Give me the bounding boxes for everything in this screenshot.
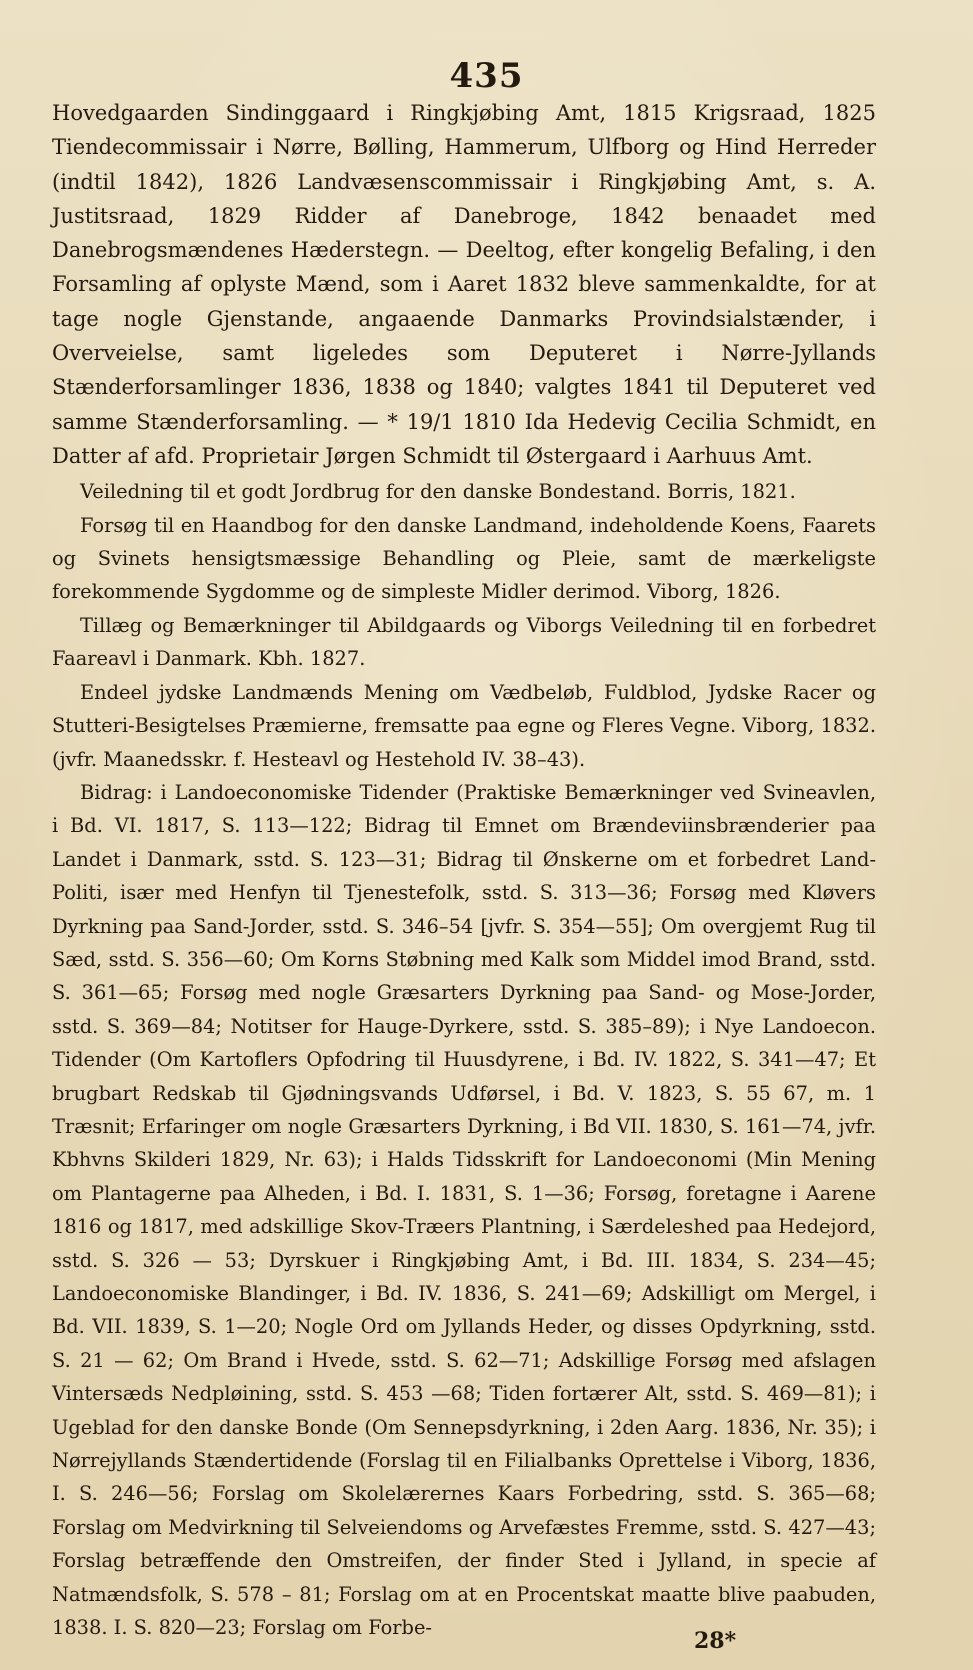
page-body xyxy=(52,96,876,1644)
bibliography-entry: Forsøg til en Haandbog for den danske Landmand, indeholdende Koens, Faarets og Svinets hensigtsmæssige Behandling og Pleie, samt de mærkeligste forekommende Sygdomme og de simpleste Midler derimod. Viborg, 1826. xyxy=(52,513,876,604)
page-number: 435 xyxy=(449,56,524,96)
catchword: 28* xyxy=(694,1628,737,1654)
bibliography-entry: Endeel jydske Landmænds Mening om Vædbeløb, Fuldblod, Jydske Racer og Stutteri-Besigtelses Præmierne, fremsatte paa egne og Fleres Vegne. Viborg, 1832. (jvfr. Maanedsskr. f. Hesteavl og Hestehold IV. 38–43). xyxy=(52,680,876,771)
biography-paragraph: Hovedgaarden Sindinggaard i Ringkjøbing Amt, 1815 Krigsraad, 1825 Tiendecommissair i Nørre, Bølling, Hammerum, Ulfborg og Hind Herreder (indtil 1842), 1826 Landvæsenscommissair i Ringkjøbing Amt, s. A. Justitsraad, 1829 Ridder af Danebroge, 1842 benaadet med Danebrogsmændenes Hæderstegn. — Deeltog, efter kongelig Befaling, i den Forsamling af oplyste Mænd, som i Aaret 1832 bleve sammenkaldte, for at tage nogle Gjenstande, angaaende Danmarks Provindsialstænder, i Overveielse, samt ligeledes som Deputeret i Nørre-Jyllands Stænderforsamlinger 1836, 1838 og 1840; valgtes 1841 til Deputeret ved samme Stænderforsamling. — * 19/1 1810 Ida Hedevig Cecilia Schmidt, en Datter af afd. Proprietair Jørgen Schmidt til Østergaard i Aarhuus Amt. xyxy=(52,101,876,468)
bibliography-entry: Bidrag: i Landoeconomiske Tidender (Praktiske Bemærkninger ved Svineavlen, i Bd. VI. 1817, S. 113—122; Bidrag til Emnet om Brændeviinsbrænderier paa Landet i Danmark, sstd. S. 123—31; Bidrag til Ønskerne om et forbedret Land-Politi, især med Henfyn til Tjenestefolk, sstd. S. 313—36; Forsøg med Kløvers Dyrkning paa Sand-Jorder, sstd. S. 346–54 [jvfr. S. 354—55]; Om overgjemt Rug til Sæd, sstd. S. 356—60; Om Korns Støbning med Kalk som Middel imod Brand, sstd. S. 361—65; Forsøg med nogle Græsarters Dyrkning paa Sand- og Mose-Jorder, sstd. S. 369—84; Notitser for Hauge-Dyrkere, sstd. S. 385–89); i Nye Landoecon. Tidender (Om Kartoflers Opfodring til Huusdyrene, i Bd. IV. 1822, S. 341—47; Et brugbart Redskab til Gjødningsvands Udførsel, i Bd. V. 1823, S. 55 67, m. 1 Træsnit; Erfaringer om nogle Græsarters Dyrkning, i Bd VII. 1830, S. 161—74, jvfr. Kbhvns Skilderi 1829, Nr. 63); i Halds Tidsskrift for Landoeconomi (Min Mening om Plantagerne paa Alheden, i Bd. I. 1831, S. 1—36; Forsøg, foretagne i Aarene 1816 og 1817, med adskillige Skov-Træers Plantning, i Særdeleshed paa Hedejord, sstd. S. 326 — 53; Dyrskuer i Ringkjøbing Amt, i Bd. III. 1834, S. 234—45; Landoeconomiske Blandinger, i Bd. IV. 1836, S. 241—69; Adskilligt om Mergel, i Bd. VII. 1839, S. 1—20; Nogle Ord om Jyllands Heder, og disses Opdyrkning, sstd. S. 21 — 62; Om Brand i Hvede, sstd. S. 62—71; Adskillige Forsøg med afslagen Vintersæds Nedpløining, sstd. S. 453 —68; Tiden fortærer Alt, sstd. S. 469—81); i Ugeblad for den danske Bonde (Om Sennepsdyrkning, i 2den Aarg. 1836, Nr. 35); i Nørrejyllands Stændertidende (Forslag til en Filialbanks Oprettelse i Viborg, 1836, I. S. 246—56; Forslag om Skolelærernes Kaars Forbedring, sstd. S. 365—68; Forslag om Medvirkning til Selveiendoms og Arvefæstes Fremme, sstd. S. 427—43; Forslag betræffende den Omstreifen, der finder Sted i Jylland, in specie af Natmændsfolk, S. 578 – 81; Forslag om at en Procentskat maatte blive paabuden, 1838. I. S. 820—23; Forslag om Forbe- xyxy=(52,780,876,1640)
bibliography-entry: Tillæg og Bemærkninger til Abildgaards og Viborgs Veiledning til en forbedret Faareavl i Danmark. Kbh. 1827. xyxy=(52,613,876,671)
bibliography-entry: Veiledning til et godt Jordbrug for den danske Bondestand. Borris, 1821. xyxy=(80,480,796,504)
